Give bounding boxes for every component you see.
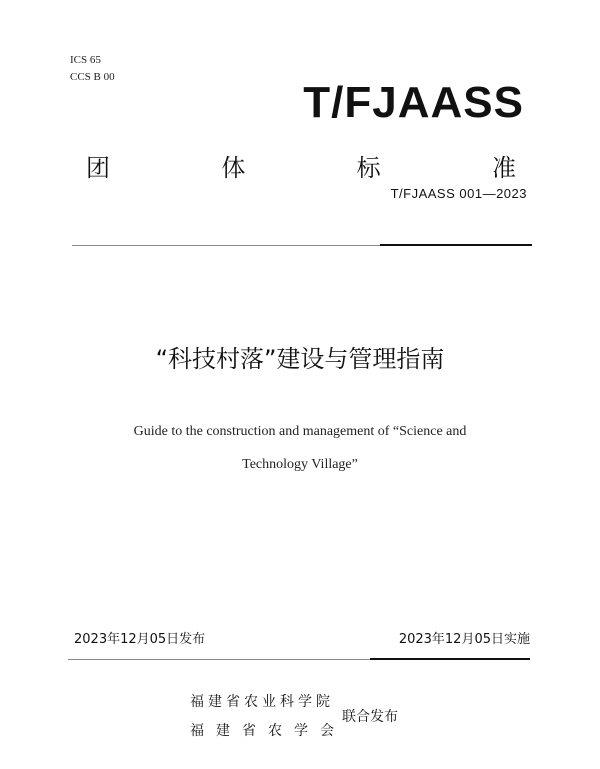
bottom-divider-accent (370, 658, 530, 660)
ics-code: ICS 65 (70, 54, 101, 66)
title-english-line-2: Technology Village” (242, 457, 358, 472)
standard-type-char: 准 (491, 154, 516, 182)
standard-type (86, 148, 516, 183)
standard-type-char: 体 (221, 154, 246, 182)
ccs-code: CCS B 00 (70, 71, 115, 83)
issuer-2: 福建省农学会 (190, 723, 346, 739)
title-chinese: “科技村落”建设与管理指南 (155, 345, 445, 373)
standard-type-char: 标 (356, 154, 381, 182)
organization-code: T/FJAASS (303, 78, 524, 127)
standard-number: T/FJAASS 001—2023 (390, 186, 527, 201)
joint-issue-label: 联合发布 (342, 709, 398, 725)
top-divider-accent (380, 244, 532, 246)
title-english-line-1: Guide to the construction and management of “Science and (133, 424, 467, 439)
implement-date: 2023年12月05日实施 (398, 632, 530, 647)
publish-date: 2023年12月05日发布 (74, 632, 206, 647)
standard-type-char: 团 (86, 154, 110, 182)
issuer-1: 福建省农业科学院 (190, 694, 334, 710)
